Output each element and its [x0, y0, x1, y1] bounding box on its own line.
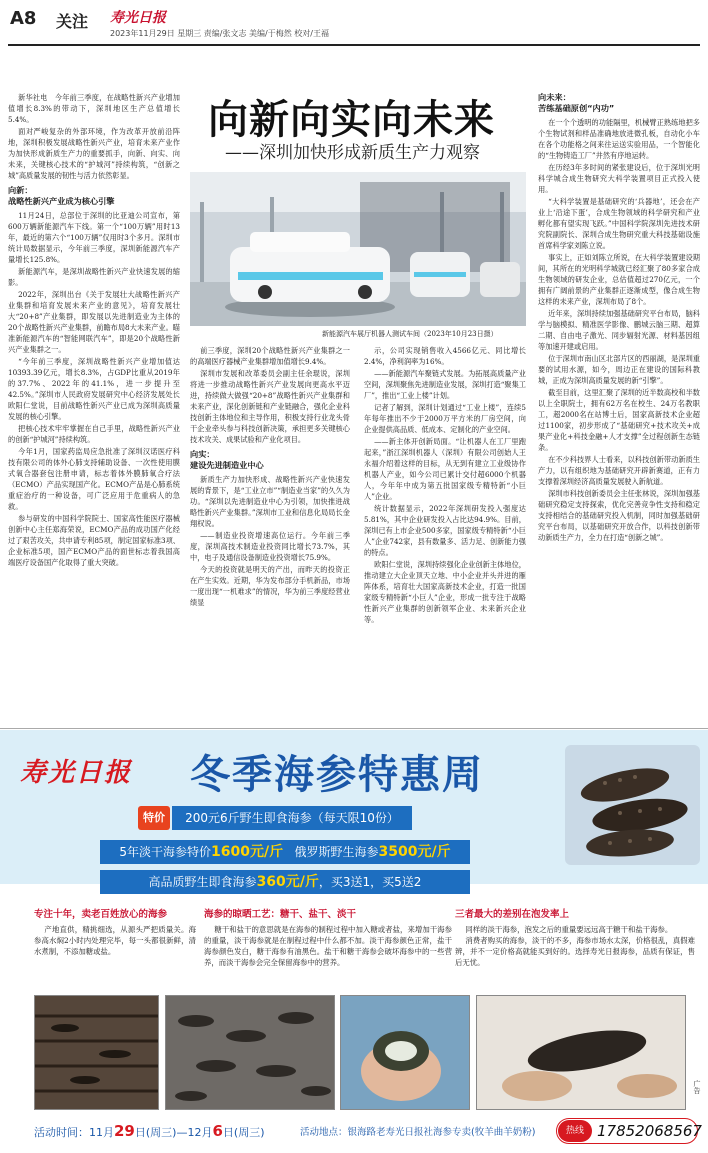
subheading: 向实： 建设先进制造业中心	[190, 449, 264, 470]
product-photo-pile	[165, 995, 335, 1110]
feature-heading: 海参的晾晒工艺：糖干、盐干、淡干	[204, 909, 357, 920]
paragraph: 参与研发的中国科学院院士、国家高性能医疗器械创新中心主任郑海荣说，ECMO产品的成功国产化经过了艰苦攻关，共申请专利85项，制定国家标准3项、企业标准5项，国产ECMO产品的面世标志着我国高端医疗设备国产化取得了重大突破。	[8, 514, 180, 567]
product-photo-hand	[340, 995, 470, 1110]
paragraph: 位于深圳市南山区北部片区的西丽湖，是深圳重要的试用水源，如今，周边正在建设的国际科教城，正成为深圳高质量发展的新“引擎”。	[538, 354, 700, 385]
article-column-1	[8, 92, 180, 722]
sea-cucumber-image	[565, 745, 700, 865]
article-column-3	[364, 345, 526, 725]
paragraph: ——新主体开创新局面。“让机器人在工厂里跑起来，”浙江深圳机器人（深圳）有限公司创始人王永福介绍着这样的目标，从无到有建立工业级协作机器人产业，如今公司已累计交付超6000个机器人，今年年中成为第五批国家级专精特新“小巨人”企业。	[364, 437, 526, 501]
paragraph: 今年1月，国家药监局应急批准了深圳汉诺医疗科技有限公司的体外心肺支持辅助设备、一次性使用膜式氧合器套包注册申请，标志着体外膜肺氧合疗法（ECMO）产品实现国产化。ECMO产品是心肺系统重症治疗的一种设备，可广泛应用于危重病人的急救。	[8, 447, 180, 511]
paragraph: 在历经3年多时间的紧张建设后，位于深圳光明科学城合成生物研究大科学装置项目正式投入使用。	[538, 163, 700, 194]
hotline-label: 热线	[558, 1120, 592, 1142]
feature-block-1	[34, 906, 196, 957]
ad-title: 冬季海参特惠周	[190, 752, 484, 798]
paragraph: 近年来，深圳持续加强基础研究平台布局，脑科学与脑模拟、精准医学影像、鹏城云脑三期、超算二期、自由电子激光、同步辐射光源、材料基因组等加速开建或启用。	[538, 309, 700, 351]
feature-text: 同样的淡干海参，泡发之后的重量要远远高于糖干和盐干海参。	[465, 925, 673, 934]
header-meta: 2023年11月29日 星期三 责编/张文志 美编/于梅然 校对/王福	[110, 29, 329, 38]
feature-text: 产地直供，精挑细选，从源头严把质量关。海参高水焖2小时内处理完毕，每一头都很新鲜，清水煮制，不添加糖或盐。	[34, 925, 196, 956]
deal-bar-3: 高品质野生即食海参360元/斤，买3送1，买5送2	[100, 870, 470, 894]
deal-bar-1: 200元6斤野生即食海参（每天限10份）	[172, 806, 412, 830]
paragraph: 深圳市科技创新委员会主任张林说，深圳加强基础研究稳定支持探索，优化完善竞争性支持和稳定支持相结合的基础研究投入机制，同时加强基础研究平台布局，以基础研究开放合作，以科技创新带动新质生产力，全力在打造“创新之城”。	[538, 489, 700, 542]
photo-caption: 新能源汽车展厅机器人测试车间（2023年10月23日摄）	[322, 330, 498, 338]
ad-logo: 寿光日报	[20, 758, 133, 788]
activity-time: 活动时间：11月29日(周三)—12月6日(周三)	[34, 1122, 265, 1140]
paragraph: ——新能源汽车聚链式发展。为拓展高质量产业空间，深圳聚焦先进制造业发展，深圳打造“聚集工厂”，推出“工业上楼”计划。	[364, 369, 526, 400]
paragraph: 11月24日，总部位于深圳的比亚迪公司宣布，第600万辆新能源汽车下线。第一个“100万辆”用时13年，最近的第六个“100万辆”仅用时3个多月。深圳市统计局数据显示，今年前三季度，深圳新能源汽车产量增长125.8%。	[8, 211, 180, 264]
product-photo-drying	[34, 995, 159, 1110]
paragraph: “今年前三季度，深圳战略性新兴产业增加值达10393.39亿元，增长8.3%，占GDP比重从2019年的37.7%、2022年的41.1%，进一步提升至42.5%。”深圳市人民政府发展研究中心经济发展处长欧阳仁堂说，目前战略性新兴产业已成为深圳高质量发展的核心引擎。	[8, 357, 180, 421]
paragraph: 欧阳仁堂说，深圳持续强化企业创新主体地位，推动建立大企业顶天立地、中小企业并头并进的雁阵体系，培育壮大国家高新技术企业，打造一批国家级专精特新“小巨人”企业，形成一批专注于战略性新兴产业集群的创新领军企业、未来新兴企业等。	[364, 560, 526, 624]
newspaper-logo: 寿光日报	[110, 10, 166, 26]
paragraph: 新华社电 今年前三季度，在战略性新兴产业增加值增长8.3%的带动下，深圳地区生产总值增长5.4%。	[8, 93, 180, 124]
section-name: 关注	[56, 12, 89, 31]
paragraph: 事实上，正如刘陈立所说，在大科学装置建设期间，其所在的光明科学城就已经汇聚了80多家合成生物领域的研发企业，总估值超过270亿元，一个拥有广阔前景的产业集群正逐渐成型，像合成生物这样的未来产业，深圳布局了8个。	[538, 253, 700, 306]
article-title: 向新向实向未来	[208, 97, 495, 143]
paragraph: 深圳市发展和改革委员会副主任余琨说，深圳将进一步推动战略性新兴产业发展向更高水平迈进，持续做大做强“20+8”战略性新兴产业集群和未来产业，深化创新链和产业链融合，强化企业科技创新主体地位和主导作用，积极支持行业龙头骨干企业牵头参与科技创新决策，承担更多关键核心技术攻关、成果试验和产业化项目。	[190, 369, 350, 444]
paragraph: 2022年，深圳出台《关于发展壮大战略性新兴产业集群和培育发展未来产业的意见》，培育发展壮大“20+8”产业集群，即发展以先进制造业为主体的20个战略性新兴产业集群，前瞻布局8大未来产业。瞄准新能源汽车的“智能网联汽车”，即是20个战略性新兴产业集群之一。	[8, 290, 180, 354]
article-column-4	[538, 92, 700, 722]
page-number: A8	[10, 8, 37, 29]
paragraph: 新能源汽车，是深圳战略性新兴产业快速发展的缩影。	[8, 267, 180, 287]
paragraph: 今天的投资就是明天的产出，而昨天的投资正在产生实效。近期，华为发布部分手机新品，市场一度出现“一机难求”的情况，华为前三季度经营业绩显	[190, 565, 350, 607]
paragraph: 把核心技术牢牢掌握在自己手里，战略性新兴产业的创新“护城河”持续构筑。	[8, 424, 180, 444]
hotline-phone: 17852068567	[556, 1118, 698, 1144]
feature-text: 糖干和盐干的意思就是在海参的制程过程中加入糖或者盐，来增加干海参的重量，淡干海参就是在制程过程中什么都不加。淡干海参颜色正常，盐干海参颜色发白，糖干海参有油黑色。盐干和糖干海参会破坏海参中的一些营养，而淡干海参会完全保留海参中的营养。	[204, 925, 452, 967]
product-photo-soaked	[476, 995, 686, 1110]
paragraph: 在不少科技界人士看来，以科技创新带动新质生产力，以有组织地为基础研究开辟新赛道，正有力支撑着深圳经济高质量发展驶入新航道。	[538, 455, 700, 486]
paragraph: 截至目前，这里汇聚了深圳的近半数高校和半数以上全职院士，拥有62万名在校生、24万名教职工，超2000名在站博士后，国家高新技术企业超过1100家，初步形成了“基础研究+技术攻关+成果产业化+科技金融+人才支撑”全过程创新生态链条。	[538, 388, 700, 452]
activity-location: 活动地点：银海路老寿光日报社海参专卖(牧羊曲羊奶粉)	[300, 1127, 536, 1138]
feature-block-3	[455, 906, 695, 968]
paragraph: 记者了解到，深圳计划通过“工业上楼”，连续5年每年推出不少于2000万平方米的厂房空间，向企业提供高品质、低成本、定制化的产业空间。	[364, 403, 526, 434]
article-column-2	[190, 345, 350, 725]
paragraph: ——制造业投资增速高位运行。今年前三季度，深圳高技术制造业投资同比增长73.7%，其中，电子及通信设备制造业投资增长75.9%。	[190, 531, 350, 562]
article-photo	[190, 172, 526, 326]
paragraph: “大科学装置是基础研究的‘兵器地’，还会在产业上‘沿途下蛋’，合成生物领域的科学研究和产业孵化都有望实现飞跃。”中国科学院深圳先进技术研究院副院长、深圳合成生物研究重大科技基础设施首席科学家刘陈立说。	[538, 197, 700, 250]
paragraph: 前三季度，深圳20个战略性新兴产业集群之一的高端医疗器械产业集群增加值增长9.4%。	[190, 346, 350, 366]
paragraph: 面对严峻复杂的外部环境，作为改革开放前沿阵地，深圳积极发展战略性新兴产业，培育未来产业作为加快形成新质生产力的重要抓手，向新、向实、向未来，关键核心技术的“护城河”持续构筑，“创新之城”高质量发展的韧性与活力依然彰显。	[8, 127, 180, 180]
paragraph: 统计数据显示，2022年深圳研发投入强度达5.81%，其中企业研发投入占比达94.9%。目前，深圳已有上市企业500多家，国家级专精特新“小巨人”企业742家，县有数量多、活力足、创新能力强的特点。	[364, 504, 526, 557]
article-subtitle: ——深圳加快形成新质生产力观察	[225, 143, 480, 163]
paragraph: 新质生产力加快形成、战略性新兴产业快速发展的背景下，是“工业立市”“制造业当家”的久久为功。“深圳以先进制造业中心为引领，加快推进战略性新兴产业集群。”深圳市工业和信息化局局长金翔权说。	[190, 475, 350, 528]
feature-heading: 三者最大的差别在泡发率上	[455, 909, 570, 920]
robot-factory-image	[190, 172, 526, 326]
deal-bar-2: 5年淡干海参特价1600元/斤 俄罗斯野生海参3500元/斤	[100, 840, 470, 864]
feature-block-2	[204, 906, 452, 968]
paragraph: 示，公司实现销售收入4566亿元、同比增长2.4%，净利润率为16%。	[364, 346, 526, 366]
special-price-badge: 特价	[138, 806, 170, 830]
header-rule	[8, 44, 700, 46]
subheading: 向未来： 苦练基础原创“内功”	[538, 92, 615, 113]
feature-text: 消费者购买的海参，淡干的不多，海参市场水太深，价格很乱，真假难辨，并不一定价格高就能买到好的。选择寿光日报海参，品质有保证，售后无忧。	[455, 936, 695, 967]
ad-label: 广告	[693, 1080, 701, 1094]
paragraph: 在一个个透明的功能隔里，机械臂正熟练地把多个生物试剂和样品准确地放进微孔板，自动化小车在各个功能格之间来往运送实验用品，一个智能化的“生物铸造工厂”井然有序地运转。	[538, 118, 700, 160]
feature-heading: 专注十年，卖老百姓放心的海参	[34, 909, 168, 920]
subheading: 向新： 战略性新兴产业成为核心引擎	[8, 185, 115, 206]
